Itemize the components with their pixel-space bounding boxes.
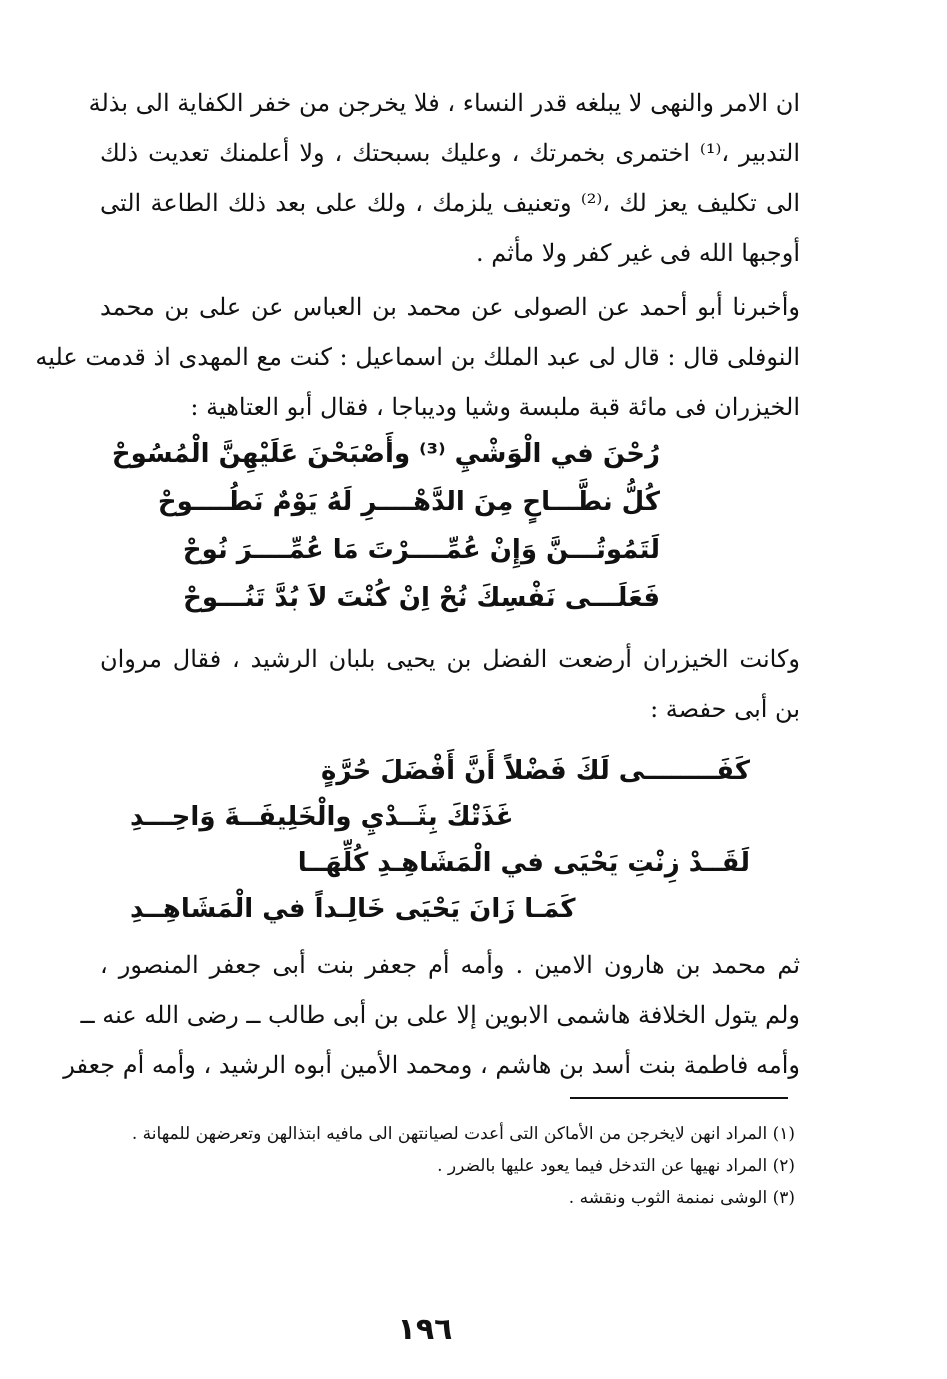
text-line: بن أبى حفصة : bbox=[650, 695, 800, 723]
verse-line: كَفَــــــــى لَكَ فَضْلاً أَنَّ أَفْضَلَ حُرَّةٍ bbox=[321, 756, 750, 786]
verse-line: فَعَلَـــى نَفْسِكَ نُحْ اِنْ كُنْتَ لاَ بُدَّ تَنُـــوحْ bbox=[183, 583, 660, 613]
verse-line: لَتَمُوتُـــنَّ وَإِنْ عُمِّــــرْتَ مَا عُمِّــــرَ نُوحْ bbox=[182, 535, 660, 565]
verse-line: لَقَــدْ زِنْتِ يَحْيَى في الْمَشَاهِـدِ كُلِّهَــا bbox=[297, 848, 750, 878]
footnote: (٢) المراد نهيها عن التدخل فيما يعود عليها بالضرر . bbox=[437, 1156, 795, 1176]
text-line: الى تكليف يعز لك ،⁽²⁾ وتعنيف يلزمك ، ولك على بعد ذلك الطاعة التى bbox=[100, 189, 800, 217]
page-number: ١٩٦ bbox=[397, 1312, 453, 1347]
footnote: (١) المراد انهن لايخرجن من الأماكن التى أعدت لصيانتهن الى مافيه ابتذالهن وتعرضهن للمهانة . bbox=[131, 1124, 795, 1144]
poem-1 bbox=[111, 430, 660, 622]
footnote: (٣) الوشى نمنمة الثوب ونقشه . bbox=[568, 1188, 795, 1208]
text-line: التدبير ،⁽¹⁾ اختمرى بخمرتك ، وعليك بسبحتك ، ولا أعلمنك تعديت ذلك bbox=[100, 139, 800, 167]
verse-line: رُحْنَ في الْوَشْيِ ⁽³⁾ وأَصْبَحْنَ عَلَيْهِنَّ الْمُسُوحْ bbox=[111, 439, 660, 469]
paragraph-4 bbox=[63, 940, 800, 1090]
text-line: ثم محمد بن هارون الامين . وأمه أم جعفر بنت أبى جعفر المنصور ، bbox=[100, 951, 800, 979]
poem-2 bbox=[130, 748, 750, 932]
text-line: وأخبرنا أبو أحمد عن الصولى عن محمد بن العباس عن على بن محمد bbox=[100, 293, 800, 321]
text-line: الخيزران فى مائة قبة ملبسة وشيا وديباجا ، فقال أبو العتاهية : bbox=[190, 393, 800, 421]
text-line: النوفلى قال : قال لى عبد الملك بن اسماعيل : كنت مع المهدى اذ قدمت عليه bbox=[35, 343, 800, 371]
paragraph-2 bbox=[35, 282, 800, 432]
text-line: أوجبها الله فى غير كفر ولا مأثم . bbox=[476, 239, 800, 267]
text-line: وأمه فاطمة بنت أسد بن هاشم ، ومحمد الأمين أبوه الرشيد ، وأمه أم جعفر bbox=[63, 1051, 800, 1079]
footnotes bbox=[100, 1118, 795, 1214]
footnote-separator bbox=[570, 1097, 788, 1099]
text-line: وكانت الخيزران أرضعت الفضل بن يحيى بلبان الرشيد ، فقال مروان bbox=[100, 645, 800, 673]
paragraph-1 bbox=[88, 78, 800, 278]
text-line: ان الامر والنهى لا يبلغه قدر النساء ، فلا يخرجن من خفر الكفاية الى بذلة bbox=[88, 89, 800, 117]
paragraph-3 bbox=[100, 634, 800, 734]
verse-line: كُلُّ نطَّـــاحٍ مِنَ الدَّهْــــرِ لَهُ يَوْمٌ نَطُــــوحْ bbox=[157, 487, 660, 517]
verse-line: كَمَـا زَانَ يَحْيَى خَالِـداً في الْمَشَاهِــدِ bbox=[130, 894, 576, 924]
verse-line: غَذَتْكَ بِثَــدْيِ والْخَلِيفَــةَ وَاحِـــدِ bbox=[130, 802, 514, 832]
text-line: ولم يتول الخلافة هاشمى الابوين إلا على بن أبى طالب ــ رضى الله عنه ــ bbox=[80, 1001, 800, 1029]
